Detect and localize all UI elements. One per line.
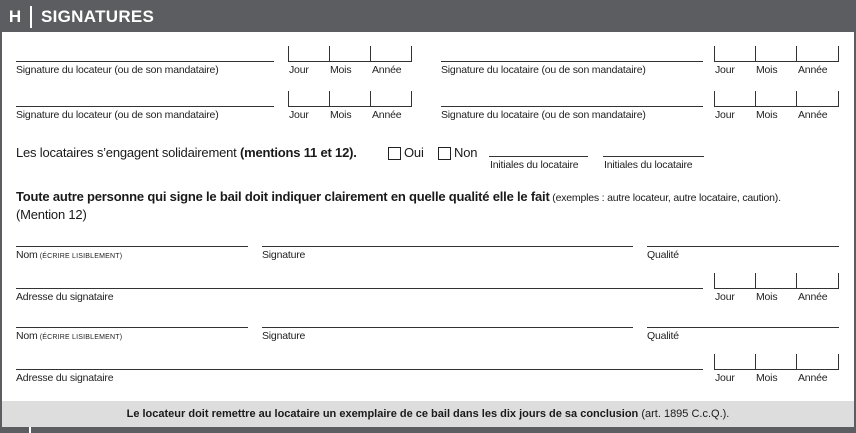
non-label: Non	[454, 145, 478, 160]
date-tick	[370, 91, 371, 106]
landlord-signature-line-2[interactable]	[16, 106, 274, 107]
day-label: Jour	[289, 64, 309, 76]
year-label: Année	[372, 64, 402, 76]
name-label-2	[16, 330, 122, 342]
month-label: Mois	[756, 109, 778, 121]
left-border	[0, 32, 2, 433]
date-tick	[755, 354, 756, 369]
date-tick	[838, 354, 839, 369]
non-checkbox[interactable]	[438, 147, 451, 160]
initials-line-1[interactable]	[489, 156, 588, 157]
date-tick	[796, 273, 797, 288]
name-hint: (ÉCRIRE LISIBLEMENT)	[37, 253, 123, 260]
date-tick	[411, 91, 412, 106]
landlord-signature-label-2: Signature du locateur (ou de son mandataire)	[16, 109, 219, 121]
bottom-bar	[0, 427, 856, 433]
month-label: Mois	[330, 109, 352, 121]
address-line-1[interactable]	[16, 288, 703, 289]
tenant-date-line-2[interactable]	[714, 106, 839, 107]
address-label-2: Adresse du signataire	[16, 372, 114, 384]
date-tick	[329, 91, 330, 106]
date-tick	[755, 46, 756, 61]
date-tick	[755, 91, 756, 106]
tenant-signature-label-2: Signature du locataire (ou de son mandataire)	[441, 109, 646, 121]
quality-label-2: Qualité	[647, 330, 679, 342]
date-tick	[796, 354, 797, 369]
signature-label-1: Signature	[262, 249, 306, 261]
date-tick	[838, 46, 839, 61]
other-person-text: Toute autre personne qui signe le bail doit indiquer clairement en quelle qualité elle le fait	[16, 189, 550, 204]
tenant-signature-line-1[interactable]	[441, 61, 703, 62]
quality-line-1[interactable]	[647, 246, 839, 247]
other-date-line-2[interactable]	[714, 369, 839, 370]
year-label: Année	[798, 109, 828, 121]
date-tick	[796, 91, 797, 106]
bottom-separator	[29, 427, 31, 433]
date-tick	[714, 354, 715, 369]
signature-line-1[interactable]	[262, 246, 633, 247]
date-tick	[755, 273, 756, 288]
name-line-1[interactable]	[16, 246, 248, 247]
month-label: Mois	[756, 372, 778, 384]
other-person-examples: (exemples : autre locateur, autre locataire, caution).	[549, 192, 781, 204]
date-tick	[838, 91, 839, 106]
oui-label: Oui	[404, 145, 424, 160]
day-label: Jour	[715, 109, 735, 121]
date-tick	[838, 273, 839, 288]
address-label-1: Adresse du signataire	[16, 291, 114, 303]
name-label-text: Nom	[16, 330, 38, 342]
initials-line-2[interactable]	[603, 156, 704, 157]
year-label: Année	[798, 291, 828, 303]
date-tick	[796, 46, 797, 61]
signature-line-2[interactable]	[262, 327, 633, 328]
footer-ref: (art. 1895 C.c.Q.).	[638, 408, 730, 420]
landlord-date-line-2[interactable]	[288, 106, 412, 107]
tenant-signature-label-1: Signature du locataire (ou de son mandataire)	[441, 64, 646, 76]
initials-label-2: Initiales du locataire	[604, 159, 693, 171]
date-tick	[288, 91, 289, 106]
year-label: Année	[372, 109, 402, 121]
name-label-1	[16, 249, 122, 261]
date-tick	[714, 91, 715, 106]
other-person-mention: (Mention 12)	[16, 207, 87, 222]
section-title: SIGNATURES	[41, 7, 155, 26]
date-tick	[714, 273, 715, 288]
month-label: Mois	[756, 64, 778, 76]
date-tick	[714, 46, 715, 61]
solidarity-statement	[16, 145, 357, 160]
other-date-line-1[interactable]	[714, 288, 839, 289]
landlord-signature-line-1[interactable]	[16, 61, 274, 62]
name-line-2[interactable]	[16, 327, 248, 328]
quality-label-1: Qualité	[647, 249, 679, 261]
year-label: Année	[798, 372, 828, 384]
day-label: Jour	[715, 291, 735, 303]
header-separator	[30, 6, 32, 28]
date-tick	[329, 46, 330, 61]
tenant-date-line-1[interactable]	[714, 61, 839, 62]
year-label: Année	[798, 64, 828, 76]
initials-label-1: Initiales du locataire	[490, 159, 579, 171]
date-tick	[370, 46, 371, 61]
month-label: Mois	[330, 64, 352, 76]
day-label: Jour	[715, 372, 735, 384]
date-tick	[411, 46, 412, 61]
oui-checkbox[interactable]	[388, 147, 401, 160]
day-label: Jour	[289, 109, 309, 121]
quality-line-2[interactable]	[647, 327, 839, 328]
address-line-2[interactable]	[16, 369, 703, 370]
footer-notice	[2, 401, 854, 427]
solidarity-text: Les locataires s’engagent solidairement	[16, 145, 240, 160]
other-person-instruction	[16, 189, 781, 204]
tenant-signature-line-2[interactable]	[441, 106, 703, 107]
month-label: Mois	[756, 291, 778, 303]
landlord-date-line-1[interactable]	[288, 61, 412, 62]
signature-label-2: Signature	[262, 330, 306, 342]
solidarity-mention: (mentions 11 et 12).	[239, 145, 357, 160]
landlord-signature-label-1: Signature du locateur (ou de son mandataire)	[16, 64, 219, 76]
date-tick	[288, 46, 289, 61]
footer-text: Le locateur doit remettre au locataire un exemplaire de ce bail dans les dix jours de sa conclusion	[126, 408, 639, 420]
name-label-text: Nom	[16, 249, 38, 261]
section-letter: H	[8, 7, 22, 26]
name-hint: (ÉCRIRE LISIBLEMENT)	[37, 334, 123, 341]
day-label: Jour	[715, 64, 735, 76]
